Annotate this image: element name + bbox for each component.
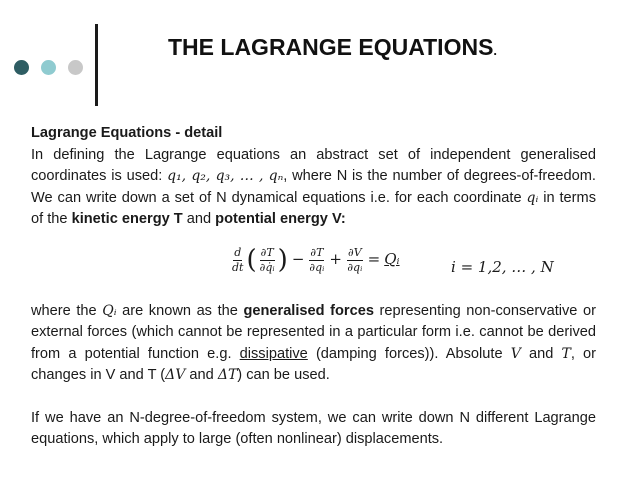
index-range: i = 1,2, … , N xyxy=(451,257,554,276)
plus-sign: + xyxy=(329,250,342,269)
frac-dT-dq xyxy=(309,247,324,274)
slide-title-text: THE LAGRANGE EQUATIONS xyxy=(168,34,494,60)
frac-den: ∂q̇ᵢ xyxy=(259,260,275,274)
paragraph-generalised-forces xyxy=(31,301,596,387)
dot-dark xyxy=(14,60,29,75)
frac-d-dt xyxy=(232,247,243,274)
frac-num: ∂T xyxy=(260,245,274,259)
p2-text-b: are known as the xyxy=(116,302,244,319)
paragraph-n-dof: If we have an N-degree-of-freedom system, we can write down N different Lagrange equations, which apply to large (often nonlinear) displacements. xyxy=(31,409,596,447)
paragraph-spacer xyxy=(31,387,596,408)
frac-den: ∂qᵢ xyxy=(309,260,325,274)
slide-body xyxy=(31,123,596,451)
paren-open: ( xyxy=(246,245,257,275)
p2-T: T xyxy=(561,345,571,362)
dissipative-term: dissipative xyxy=(239,345,308,362)
p2-text-e: , or changes in V and T ( xyxy=(31,345,597,383)
kinetic-energy-term: kinetic energy T xyxy=(71,211,183,227)
potential-energy-term: potential energy V: xyxy=(215,211,346,227)
p2-text-a: where the xyxy=(31,302,103,319)
frac-num: d xyxy=(234,245,242,259)
frac-num: ∂T xyxy=(310,245,324,259)
equation-expression xyxy=(231,247,400,274)
dot-grey xyxy=(68,60,83,75)
section-heading: Lagrange Equations - detail xyxy=(31,125,223,141)
slide-title xyxy=(168,34,497,61)
p2-text-f: ) can be used. xyxy=(237,367,330,383)
intro-text-a: In defining the Lagrange equations an abstract set of independent generalised coordinates is used: xyxy=(31,146,596,184)
dot-light-teal xyxy=(41,60,56,75)
generalised-force-Qi xyxy=(384,249,399,271)
slide-title-period: . xyxy=(493,43,498,58)
p2-Qi: Qᵢ xyxy=(102,302,117,319)
intro-text-and: and xyxy=(182,211,216,227)
frac-dV-dq xyxy=(347,247,363,274)
decorative-dots xyxy=(14,60,83,75)
coordinate-list: q₁, q₂, q₃, … , qₙ xyxy=(167,168,284,184)
p2-delta-T: ΔT xyxy=(217,367,238,383)
title-divider xyxy=(95,24,98,106)
p2-and2: and xyxy=(185,367,218,383)
Qi-text: Qᵢ xyxy=(384,250,400,269)
paren-close: ) xyxy=(277,245,288,275)
p2-text-d: (damping forces)). Absolute xyxy=(307,345,511,362)
p2-V: V xyxy=(510,345,521,362)
intro-text-b: , where N is the number of degrees-of-freedom. We can write down a set of N dynamical equations i.e. for each coordinate xyxy=(31,168,596,206)
generalised-forces-term: generalised forces xyxy=(243,302,374,319)
frac-num: ∂V xyxy=(348,245,362,259)
p2-and1: and xyxy=(520,345,562,362)
intro-text-c: in terms of the xyxy=(31,189,596,227)
p2-delta-V: ΔV xyxy=(165,367,186,383)
minus-sign: − xyxy=(291,250,305,269)
frac-den: ∂qᵢ xyxy=(347,260,363,274)
equals-sign: = xyxy=(367,250,381,269)
lagrange-equation xyxy=(31,243,596,291)
paragraph-intro xyxy=(31,145,596,231)
p2-text-c: representing non-conservative or external forces (which cannot be represented in a particular form i.e. cannot be derived from a potential function e.g. xyxy=(31,302,596,362)
frac-den: dt xyxy=(232,260,244,274)
frac-dT-dqdot xyxy=(260,247,275,274)
coordinate-qi: qᵢ xyxy=(526,189,539,206)
